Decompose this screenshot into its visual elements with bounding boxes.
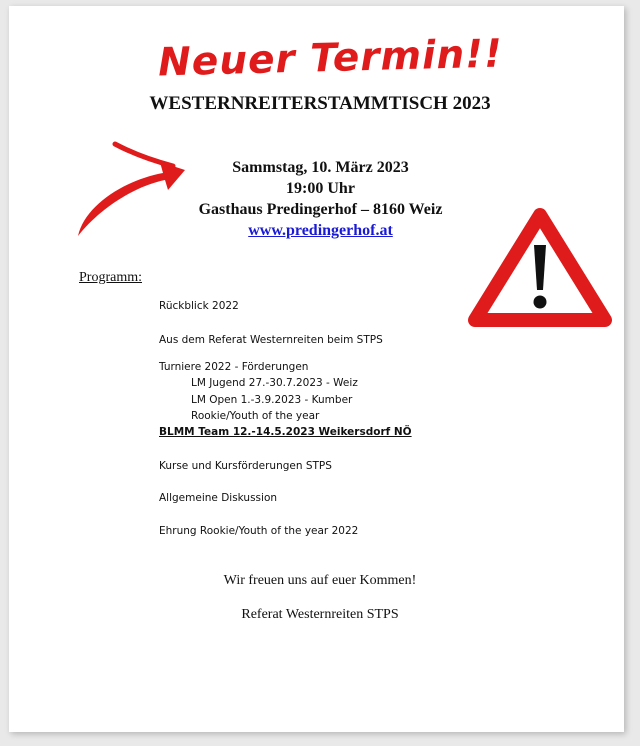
headline: Neuer Termin!! xyxy=(157,31,504,86)
agenda-item-blmm: BLMM Team 12.-14.5.2023 Weikersdorf NÖ xyxy=(159,426,412,438)
agenda-item-report: Aus dem Referat Westernreiten beim STPS xyxy=(159,334,383,346)
venue-link[interactable]: www.predingerhof.at xyxy=(248,222,393,239)
agenda-item-honor: Ehrung Rookie/Youth of the year 2022 xyxy=(159,525,359,537)
closing-signature: Referat Westernreiten STPS xyxy=(241,607,399,622)
agenda-item-courses: Kurse und Kursförderungen STPS xyxy=(159,460,332,472)
agenda-subitem-lm-open: LM Open 1.-3.9.2023 - Kumber xyxy=(191,394,353,406)
event-date: Sammstag, 10. März 2023 xyxy=(232,159,409,176)
agenda-subitem-lm-youth: LM Jugend 27.-30.7.2023 - Weiz xyxy=(191,377,358,389)
program-label: Programm: xyxy=(79,270,142,285)
event-details xyxy=(168,157,473,241)
agenda-subitem-rookie: Rookie/Youth of the year xyxy=(191,410,320,422)
event-venue: Gasthaus Predingerhof – 8160 Weiz xyxy=(198,201,443,218)
agenda-item-discussion: Allgemeine Diskussion xyxy=(159,492,278,504)
closing-message: Wir freuen uns auf euer Kommen! xyxy=(223,573,417,588)
event-time: 19:00 Uhr xyxy=(286,180,355,197)
agenda-item-tournaments: Turniere 2022 - Förderungen xyxy=(159,361,309,373)
warning-triangle-icon xyxy=(465,205,615,330)
agenda-item-review: Rückblick 2022 xyxy=(159,300,239,312)
page-title: WESTERNREITERSTAMMTISCH 2023 xyxy=(149,93,491,114)
